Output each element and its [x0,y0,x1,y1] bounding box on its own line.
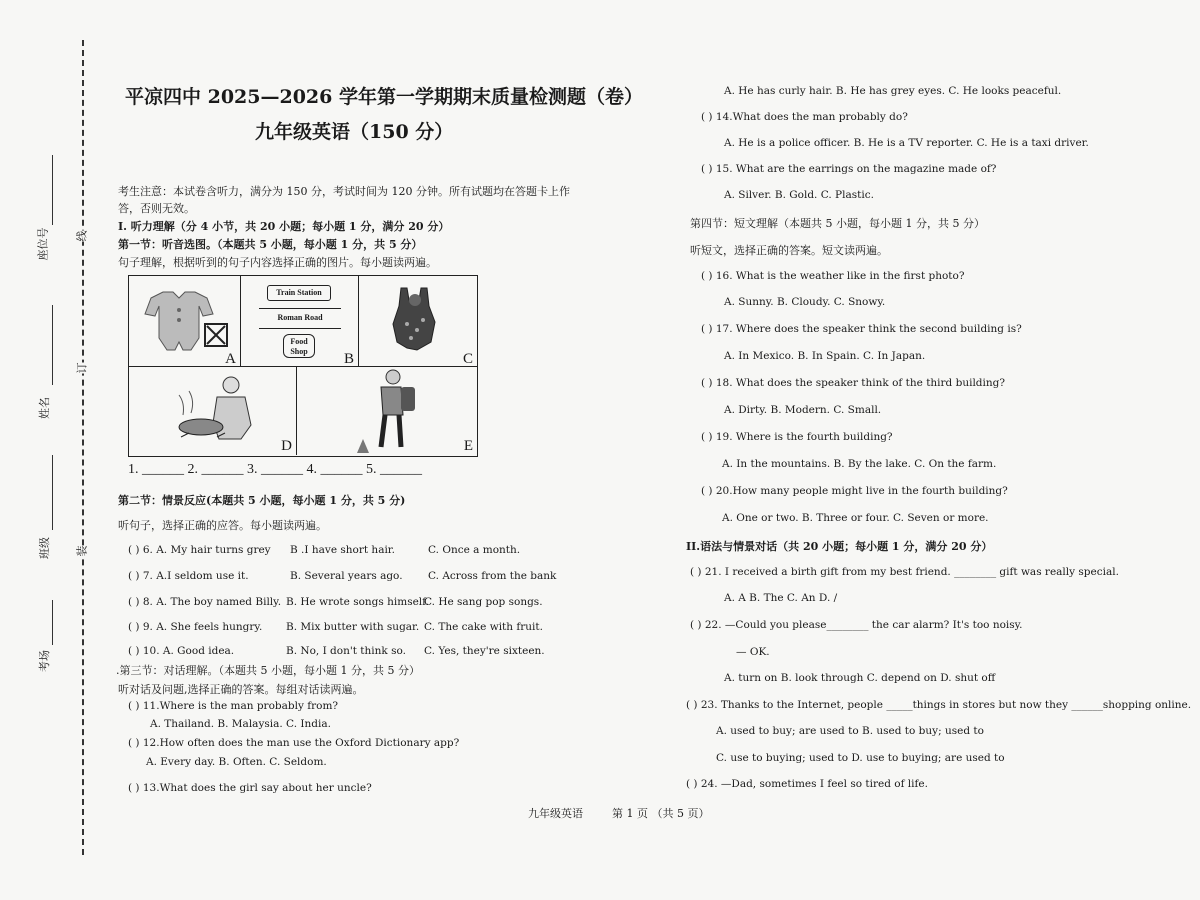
q11: ( ) 11.Where is the man probably from? [128,700,339,712]
seat-number-label: 座位号 [36,227,50,261]
q23-options-ab: A. used to buy; are used to B. used to buy; used to [716,725,984,737]
binding-dashed-line [82,40,84,855]
sign-roman-road: Roman Road [277,313,323,322]
q10: ( ) 10. A. Good idea. [128,645,235,657]
answer-blanks: 1. ______ 2. ______ 3. ______ 4. ______ 5. ______ [128,462,422,477]
section3-heading: .第三节：对话理解。（本题共 5 小题，每小题 1 分，共 5 分） [116,664,420,677]
section4-instructions: 听短文，选择正确的答案。短文读两遍。 [690,244,888,257]
page-footer [528,805,709,821]
q24: ( ) 24. —Dad, sometimes I feel so tired of life. [686,778,928,790]
baby-clothes-icon [129,276,239,366]
picture-letter-d: D [281,438,292,454]
q14: ( ) 14.What does the man probably do? [701,111,908,123]
q9-option-c: C. The cake with fruit. [424,621,543,633]
binding-bind-char: 订 [75,362,89,374]
picture-letter-e: E [463,438,473,454]
q16-options: A. Sunny. B. Cloudy. C. Snowy. [724,296,886,308]
hiker-icon [297,367,472,453]
section1-instructions: 句子理解，根据听到的句子内容选择正确的图片。每小题读两遍。 [118,256,437,269]
section4-heading: 第四节：短文理解（本题共 5 小题，每小题 1 分，共 5 分） [690,217,985,230]
q9-option-b: B. Mix butter with sugar. [286,621,420,633]
binding-staple-char: 装 [75,545,89,557]
q15-options: A. Silver. B. Gold. C. Plastic. [724,189,874,201]
picture-b [241,276,359,367]
q21-options: A. A B. The C. An D. / [724,592,838,604]
road-line-top [259,308,341,309]
q20: ( ) 20.How many people might live in the fourth building? [701,485,1008,497]
exam-title: 平凉四中 2025—2026 学年第一学期期末质量检测题（卷） [125,86,643,108]
section2-instructions: 听句子，选择正确的应答。每小题读两遍。 [118,519,327,532]
q16: ( ) 16. What is the weather like in the first photo? [701,270,965,282]
section2-heading: 第二节：情景反应(本题共 5 小题，每小题 1 分，共 5 分) [118,494,406,507]
part1-heading: I. 听力理解（分 4 小节，共 20 小题；每小题 1 分，满分 20 分） [118,220,450,233]
q12: ( ) 12.How often does the man use the Oxford Dictionary app? [128,737,460,749]
footer-page-number: 第 1 页 （共 5 页） [612,807,710,820]
sign-food-shop: Food Shop [283,334,315,358]
q19-options: A. In the mountains. B. By the lake. C. On the farm. [722,458,997,470]
part2-heading: II.语法与情景对话（共 20 小题；每小题 1 分，满分 20 分） [686,540,993,553]
class-blank [52,455,53,530]
picture-grid [128,275,478,457]
q17-options: A. In Mexico. B. In Spain. C. In Japan. [724,350,926,362]
section3-instructions: 听对话及问题,选择正确的答案。每组对话读两遍。 [118,683,364,696]
swimsuit-icon [359,276,469,366]
q10-option-b: B. No, I don't think so. [286,645,406,657]
q8: ( ) 8. A. The boy named Billy. [128,596,282,608]
q18-options: A. Dirty. B. Modern. C. Small. [724,404,882,416]
q7: ( ) 7. A.I seldom use it. [128,570,249,582]
q13-options: A. He has curly hair. B. He has grey eyes. C. He looks peaceful. [724,85,1062,97]
q8-option-b: B. He wrote songs himself. [286,596,430,608]
q7-option-b: B. Several years ago. [290,570,403,582]
q20-options: A. One or two. B. Three or four. C. Seven or more. [722,512,989,524]
q22-options: A. turn on B. look through C. depend on D. shut off [724,672,996,684]
picture-c [359,276,477,367]
exam-room-label: 考场 [38,650,51,672]
exam-subtitle: 九年级英语（150 分） [255,121,454,143]
picture-letter-b: B [343,351,354,367]
binding-line-char: 线 [75,230,89,242]
q11-options: A. Thailand. B. Malaysia. C. India. [150,718,331,730]
q9: ( ) 9. A. She feels hungry. [128,621,263,633]
sign-train-station: Train Station [267,285,331,301]
q21: ( ) 21. I received a birth gift from my best friend. ________ gift was really special. [690,566,1119,578]
road-line-bottom [259,328,341,329]
name-label: 姓名 [38,397,51,419]
q23: ( ) 23. Thanks to the Internet, people _____things in stores but now they ______shopping online. [686,699,1192,711]
picture-letter-c: C [462,351,473,367]
q22-reply: — OK. [736,646,770,658]
exam-room-blank [52,600,53,645]
notice-line-1: 考生注意：本试卷含听力，满分为 150 分，考试时间为 120 分钟。所有试题均在答题卡上作 [118,185,570,198]
q17: ( ) 17. Where does the speaker think the second building is? [701,323,1022,335]
picture-letter-a: A [225,351,236,367]
seat-number-blank [52,155,53,225]
q15: ( ) 15. What are the earrings on the magazine made of? [701,163,997,175]
q12-options: A. Every day. B. Often. C. Seldom. [146,756,327,768]
notice-line-2: 答，否则无效。 [118,202,195,215]
footer-subject: 九年级英语 [528,807,583,820]
picture-e [297,367,477,455]
class-label: 班级 [38,537,51,559]
q18: ( ) 18. What does the speaker think of the third building? [701,377,1006,389]
name-blank [52,305,53,385]
q6: ( ) 6. A. My hair turns grey [128,544,271,556]
q8-option-c: C. He sang pop songs. [424,596,543,608]
picture-d [129,367,297,455]
q22: ( ) 22. —Could you please________ the car alarm? It's too noisy. [690,619,1023,631]
q14-options: A. He is a police officer. B. He is a TV reporter. C. He is a taxi driver. [724,137,1089,149]
q13: ( ) 13.What does the girl say about her uncle? [128,782,372,794]
q10-option-c: C. Yes, they're sixteen. [424,645,545,657]
cooking-person-icon [129,367,294,453]
q7-option-c: C. Across from the bank [428,570,557,582]
q19: ( ) 19. Where is the fourth building? [701,431,893,443]
section1-heading: 第一节：听音选图。（本题共 5 小题，每小题 1 分，共 5 分） [118,238,423,251]
q23-options-cd: C. use to buying; used to D. use to buying; are used to [716,752,1005,764]
q6-option-c: C. Once a month. [428,544,521,556]
q6-option-b: B .I have short hair. [290,544,396,556]
picture-a [129,276,241,367]
